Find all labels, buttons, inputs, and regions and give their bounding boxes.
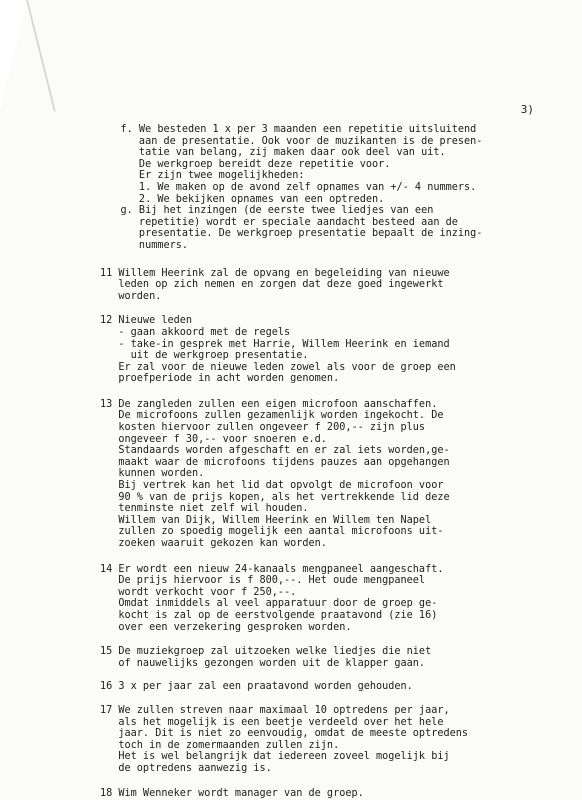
text-line: 18 Wim Wenneker wordt manager van de groep. xyxy=(100,787,364,799)
document-section xyxy=(100,705,560,775)
text-line: leden op zich nemen en zorgen dat deze goed ingewerkt xyxy=(100,279,444,291)
text-line: toch in de zomermaanden zullen zijn. xyxy=(100,739,340,751)
text-line: Willem van Dijk, Willem Heerink en Willem ten Napel xyxy=(100,514,432,526)
document-body xyxy=(96,124,560,799)
text-line: proefperiode in acht worden genomen. xyxy=(100,373,340,385)
text-line: nummers. xyxy=(96,239,189,251)
document-section xyxy=(100,315,560,385)
text-line: ongeveer f 30,-- voor snoeren e.d. xyxy=(100,433,327,445)
text-line: De werkgroep bereidt deze repetitie voor. xyxy=(96,158,391,170)
text-line: De microfoons zullen gezamenlijk worden ingekocht. De xyxy=(100,410,444,422)
text-line: 90 % van de prijs kopen, als het vertrekkende lid deze xyxy=(100,491,450,503)
text-line: Omdat inmiddels al veel apparatuur door de groep ge- xyxy=(100,598,438,610)
text-line: Het is wel belangrijk dat iedereen zoveel mogelijk bij xyxy=(100,751,450,763)
text-line: - gaan akkoord met de regels xyxy=(100,326,291,338)
text-line: g. Bij het inzingen (de eerste twee liedjes van een xyxy=(96,205,434,217)
text-line: kunnen worden. xyxy=(100,468,205,480)
document-section xyxy=(100,564,560,634)
text-line: als het mogelijk is een beetje verdeeld over het hele xyxy=(100,716,444,728)
text-line: zoeken waaruit gekozen kan worden. xyxy=(100,538,327,549)
text-line: repetitie) wordt er speciale aandacht besteed aan de xyxy=(96,216,458,228)
text-line: 16 3 x per jaar zal een praatavond worden gehouden. xyxy=(100,681,413,693)
text-line: 2. We bekijken opnames van een optreden. xyxy=(96,193,385,205)
text-line: Er zijn twee mogelijkheden: xyxy=(96,170,305,182)
text-line: 12 Nieuwe leden xyxy=(100,315,193,327)
folded-corner xyxy=(0,0,28,110)
text-line: over een verzekering gesproken worden. xyxy=(100,621,352,633)
document-section xyxy=(100,268,560,303)
document-section xyxy=(100,788,560,800)
text-line: of nauwelijks gezongen worden uit de klapper gaan. xyxy=(100,657,426,669)
text-line: aan de presentatie. Ook voor de muzikanten is de presen- xyxy=(96,135,483,147)
text-line: tatie van belang, zij maken daar ook deel van uit. xyxy=(96,147,446,159)
page-number: 3) xyxy=(520,103,534,116)
fold-shadow xyxy=(26,0,56,112)
text-line: 1. We maken op de avond zelf opnames van +/- 4 nummers. xyxy=(96,181,477,193)
text-line: tenminste niet zelf wil houden. xyxy=(100,503,309,515)
text-line: - take-in gesprek met Harrie, Willem Heerink en iemand xyxy=(100,338,450,350)
text-line: Standaards worden afgeschaft en er zal iets worden,ge- xyxy=(100,445,450,457)
text-line: Bij vertrek kan het lid dat opvolgt de microfoon voor xyxy=(100,480,444,492)
text-line: wordt verkocht voor f 250,--. xyxy=(100,586,297,598)
text-line: maakt waar de microfoons tijdens pauzes aan opgehangen xyxy=(100,456,450,468)
text-line: De prijs hiervoor is f 800,--. Het oude mengpaneel xyxy=(100,575,426,587)
document-section xyxy=(100,399,560,550)
text-line: zullen zo spoedig mogelijk een aantal microfoons uit- xyxy=(100,526,444,538)
text-line: worden. xyxy=(100,290,162,302)
text-line: Er zal voor de nieuwe leden zowel als voor de groep een xyxy=(100,361,456,373)
text-line: presentatie. De werkgroep presentatie bepaalt de inzing- xyxy=(96,228,483,240)
text-line: 14 Er wordt een nieuw 24-kanaals mengpaneel aangeschaft. xyxy=(100,563,444,575)
document-section xyxy=(100,646,560,669)
text-line: jaar. Dit is niet zo eenvoudig, omdat de meeste optredens xyxy=(100,728,469,740)
text-line: f. We besteden 1 x per 3 maanden een repetitie uitsluitend xyxy=(96,124,477,135)
document-section xyxy=(100,681,560,693)
text-line: 13 De zangleden zullen een eigen microfoon aanschaffen. xyxy=(100,398,438,410)
text-line: de optredens aanwezig is. xyxy=(100,762,272,774)
text-line: uit de werkgroep presentatie. xyxy=(100,350,309,362)
text-line: 17 We zullen streven naar maximaal 10 optredens per jaar, xyxy=(100,704,450,716)
text-line: 15 De muziekgroep zal uitzoeken welke liedjes die niet xyxy=(100,646,432,658)
text-line: kosten hiervoor zullen ongeveer f 200,-- zijn plus xyxy=(100,422,426,434)
document-section xyxy=(96,124,560,252)
text-line: 11 Willem Heerink zal de opvang en begeleiding van nieuwe xyxy=(100,267,450,279)
text-line: kocht is zal op de eerstvolgende praatavond (zie 16) xyxy=(100,609,438,621)
